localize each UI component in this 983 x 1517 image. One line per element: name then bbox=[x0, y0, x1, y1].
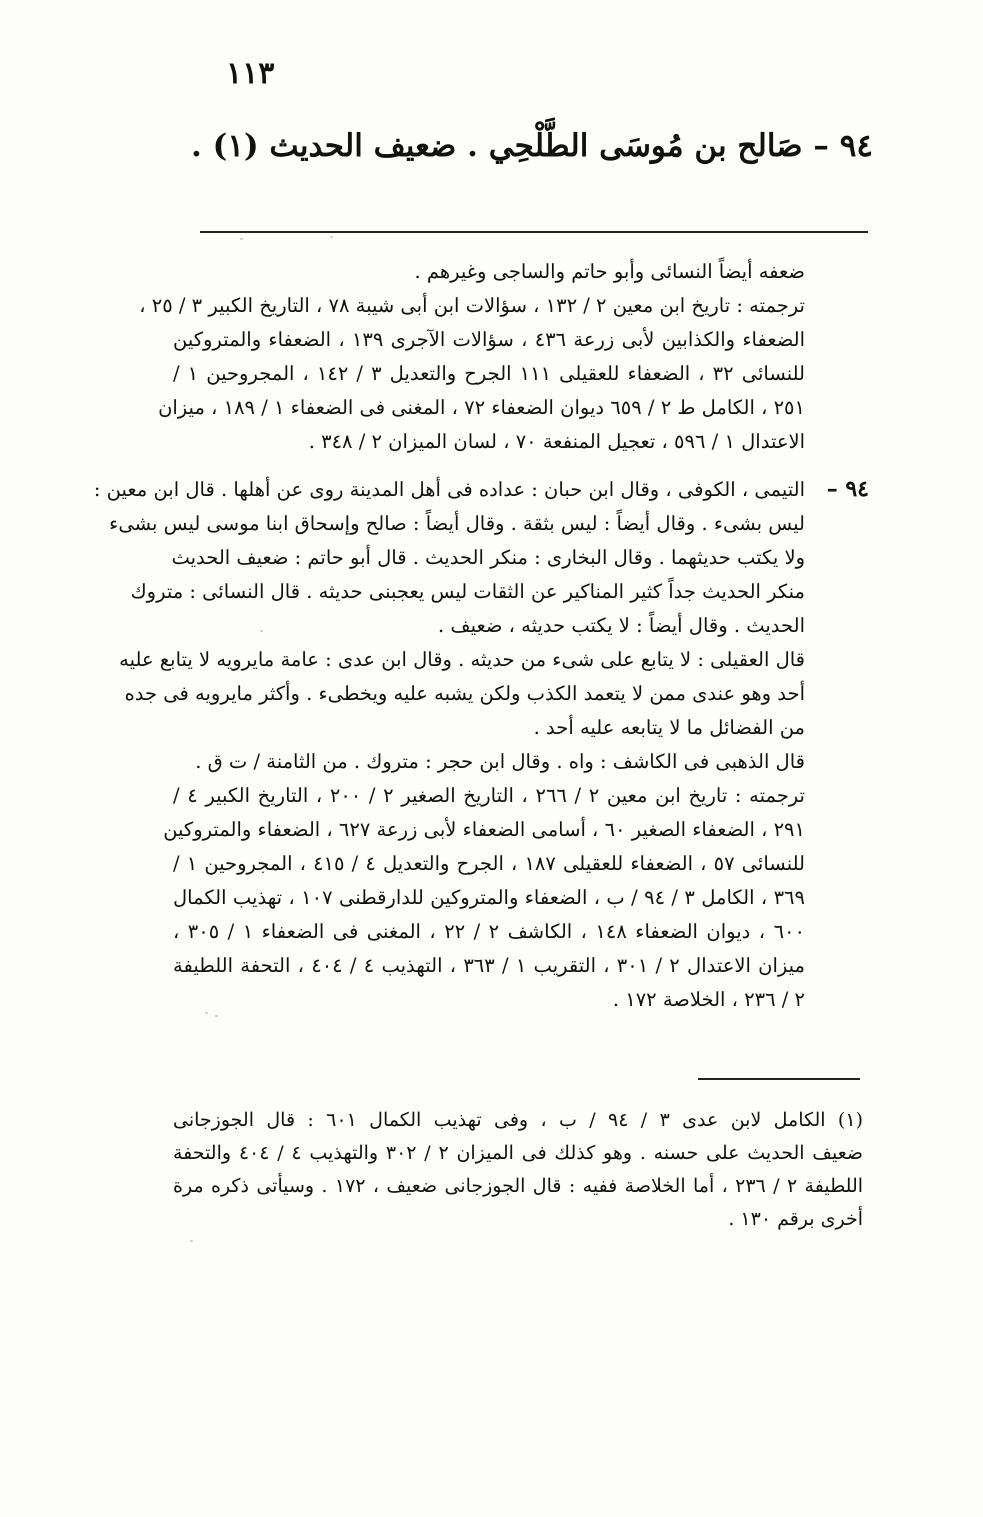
text-line: ٢٥١ ، الكامل ط ٢ / ٦٥٩ ديوان الضعفاء ٧٢ ، المغنى فى الضعفاء ١ / ١٨٩ ، ميزان bbox=[158, 396, 805, 419]
text-line: من الفضائل ما لا يتابعه عليه أحد . bbox=[533, 716, 805, 739]
scan-speck bbox=[215, 1015, 218, 1017]
footnote-line: اللطيفة ٢ / ٢٣٦ ، أما الخلاصة ففيه : قال الجوزجانى ضعيف ، ١٧٢ . وسيأتى ذكره مرة bbox=[173, 1175, 864, 1197]
text-line: ٦٠٠ ، ديوان الضعفاء ١٤٨ ، الكاشف ٢ / ٢٢ ، المغنى فى الضعفاء ١ / ٣٠٥ ، bbox=[173, 920, 805, 943]
text-line: للنسائى ٥٧ ، الضعفاء للعقيلى ١٨٧ ، الجرح والتعديل ٤ / ٤١٥ ، المجروحين ١ / bbox=[173, 852, 805, 875]
text-line: ترجمته : تاريخ ابن معين ٢ / ٢٦٦ ، التاريخ الصغير ٢ / ٢٠٠ ، التاريخ الكبير ٤ / bbox=[173, 784, 805, 807]
text-line: ترجمته : تاريخ ابن معين ٢ / ١٣٢ ، سؤالات ابن أبى شيبة ٧٨ ، التاريخ الكبير ٣ / ٢٥ ، bbox=[139, 294, 805, 317]
text-line: الاعتدال ١ / ٥٩٦ ، تعجيل المنفعة ٧٠ ، لسان الميزان ٢ / ٣٤٨ . bbox=[308, 430, 805, 453]
footnote-line: أخرى برقم ١٣٠ . bbox=[728, 1208, 863, 1230]
footnote-line: (١) الكامل لابن عدى ٣ / ٩٤ / ب ، وفى تهذيب الكمال ٦٠١ : قال الجوزجانى bbox=[173, 1109, 863, 1131]
text-line: قال الذهبى فى الكاشف : واه . وقال ابن حجر : متروك . من الثامنة / ت ق . bbox=[195, 750, 805, 773]
text-line: ضعفه أيضاً النسائى وأبو حاتم والساجى وغيرهم . bbox=[414, 260, 805, 283]
entry-number-marker: ٩٤ – bbox=[826, 476, 869, 502]
text-line: ليس بشىء . وقال أيضاً : ليس بثقة . وقال أيضاً : صالح وإسحاق ابنا موسى ليس بشىء bbox=[109, 512, 805, 535]
text-line: ٢٩١ ، الضعفاء الصغير ٦٠ ، أسامى الضعفاء لأبى زرعة ٦٢٧ ، الضعفاء والمتروكين bbox=[163, 818, 805, 841]
text-line: الضعفاء والكذابين لأبى زرعة ٤٣٦ ، سؤالات الآجرى ١٣٩ ، الضعفاء والمتروكين bbox=[173, 328, 805, 351]
text-line: للنسائى ٣٢ ، الضعفاء للعقيلى ١١١ الجرح والتعديل ٣ / ١٤٢ ، المجروحين ١ / bbox=[173, 362, 805, 385]
entry-note-block bbox=[93, 473, 805, 1017]
continued-note-block bbox=[139, 255, 805, 459]
footnote-divider bbox=[698, 1078, 860, 1080]
header-divider bbox=[200, 231, 868, 233]
text-line: ٣٦٩ ، الكامل ٣ / ٩٤ / ب ، الضعفاء والمتروكين للدارقطنى ١٠٧ ، تهذيب الكمال bbox=[173, 886, 805, 909]
text-line: الحديث . وقال أيضاً : لا يكتب حديثه ، ضعيف . bbox=[438, 614, 805, 637]
footnote-line: ضعيف الحديث على حسنه . وهو كذلك فى الميزان ٢ / ٣٠٢ والتهذيب ٤ / ٤٠٤ والتحفة bbox=[173, 1142, 864, 1164]
footnote-block bbox=[173, 1104, 863, 1236]
page-number: ١١٣ bbox=[226, 56, 275, 91]
text-line: ميزان الاعتدال ٢ / ٣٠١ ، التقريب ١ / ٣٦٣ ، التهذيب ٤ / ٤٠٤ ، التحفة اللطيفة bbox=[173, 954, 805, 977]
scan-speck bbox=[240, 238, 243, 240]
text-line: ولا يكتب حديثهما . وقال البخارى : منكر الحديث . قال أبو حاتم : ضعيف الحديث bbox=[171, 546, 805, 569]
scan-speck bbox=[260, 630, 263, 632]
scan-speck bbox=[330, 236, 333, 238]
text-line: التيمى ، الكوفى ، وقال ابن حبان : عداده فى أهل المدينة روى عن أهلها . قال ابن معين : bbox=[93, 478, 805, 501]
scan-speck bbox=[205, 1012, 208, 1014]
text-line: قال العقيلى : لا يتابع على شىء من حديثه . وقال ابن عدى : عامة مايرويه لا يتابع عليه bbox=[119, 648, 805, 671]
text-line: ٢ / ٢٣٦ ، الخلاصة ١٧٢ . bbox=[612, 988, 805, 1011]
text-line: أحد وهو عندى ممن لا يتعمد الكذب ولكن يشبه عليه ويخطىء . وأكثر مايرويه فى جده bbox=[124, 682, 805, 705]
entry-heading: ٩٤ – صَالح بن مُوسَى الطَّلْحِي . ضعيف الحديث (١) . bbox=[191, 128, 873, 164]
text-line: منكر الحديث جداً كثير المناكير عن الثقات ليس يعجبنى حديثه . قال النسائى : متروك bbox=[130, 580, 805, 603]
scan-speck bbox=[190, 1240, 193, 1242]
